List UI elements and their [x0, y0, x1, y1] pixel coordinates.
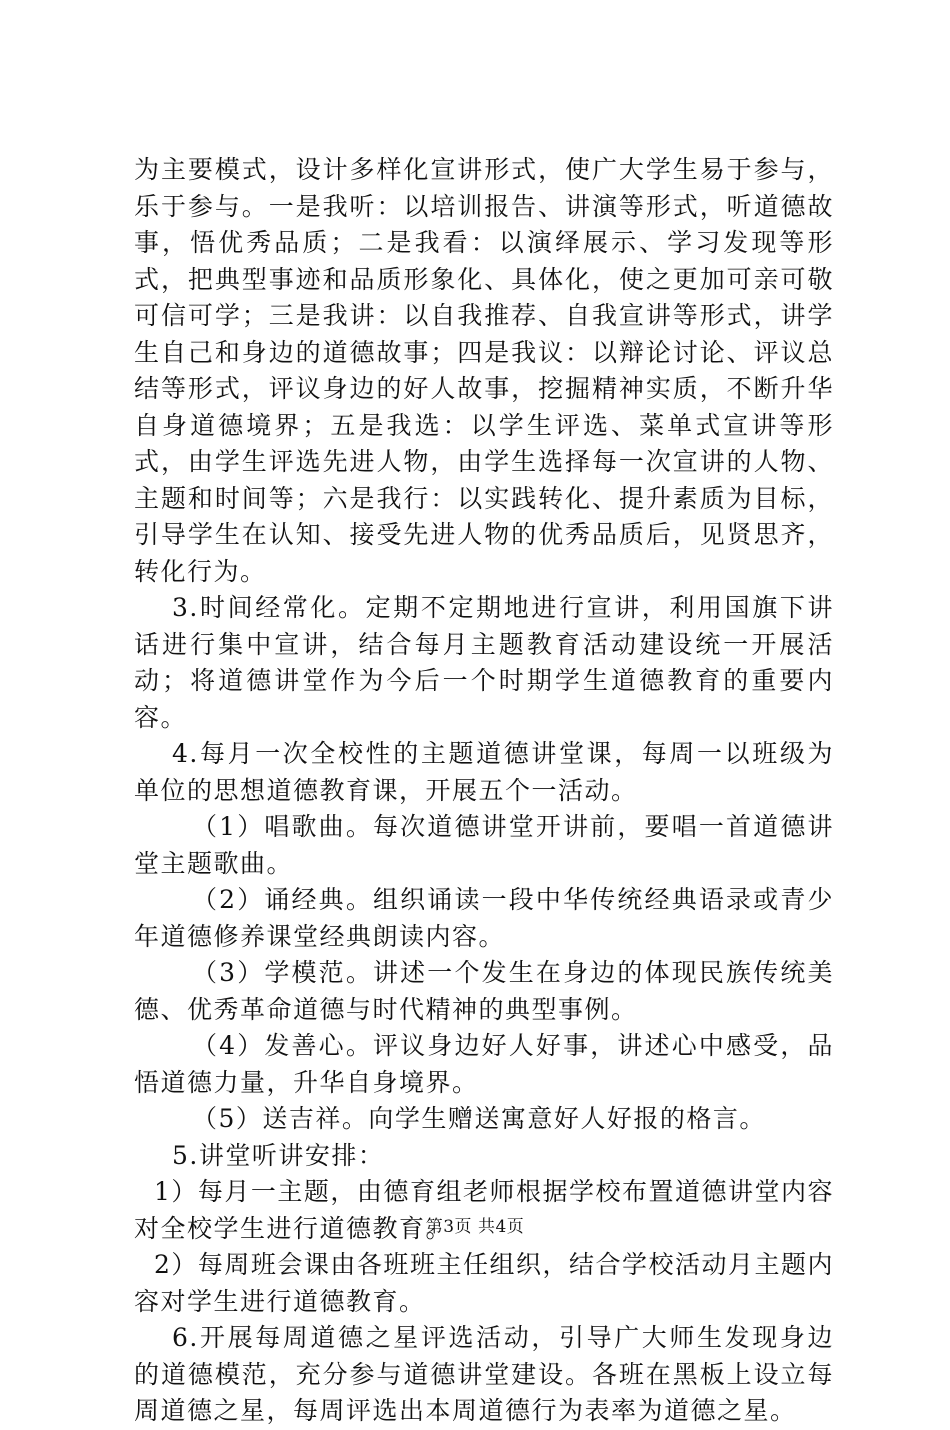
paragraph-subitem-2: （2）诵经典。组织诵读一段中华传统经典语录或青少年道德修养课堂经典朗读内容。	[134, 885, 834, 951]
paragraph-item-4: 4.每月一次全校性的主题道德讲堂课，每周一以班级为单位的思想道德教育课，开展五个一活动。	[134, 739, 834, 805]
paragraph-item-5: 5.讲堂听讲安排：	[172, 1140, 385, 1170]
paragraph-item-3: 3.时间经常化。定期不定期地进行宣讲，利用国旗下讲话进行集中宣讲，结合每月主题教育活动建设统一开展活动；将道德讲堂作为今后一个时期学生道德教育的重要内容。	[134, 593, 834, 732]
paragraph-subitem-1: （1）唱歌曲。每次道德讲堂开讲前，要唱一首道德讲堂主题歌曲。	[134, 812, 834, 878]
paragraph-continuation: 为主要模式，设计多样化宣讲形式，使广大学生易于参与，乐于参与。一是我听：以培训报告、讲演等形式，听道德故事，悟优秀品质；二是我看：以演绎展示、学习发现等形式，把典型事迹和品质形象化、具体化，使之更加可亲可敬可信可学；三是我讲：以自我推荐、自我宣讲等形式，讲学生自己和身边的道德故事；四是我议：以辩论讨论、评议总结等形式，评议身边的好人故事，挖掘精神实质，不断升华自身道德境界；五是我选：以学生评选、菜单式宣讲等形式，由学生评选先进人物，由学生选择每一次宣讲的人物、主题和时间等；六是我行：以实践转化、提升素质为目标，引导学生在认知、接受先进人物的优秀品质后，见贤思齐，转化行为。	[134, 155, 834, 586]
page-number-label: 第3页 共4页	[425, 1217, 525, 1237]
paragraph-subitem-3: （3）学模范。讲述一个发生在身边的体现民族传统美德、优秀革命道德与时代精神的典型事例。	[134, 958, 834, 1024]
document-body	[134, 152, 834, 1430]
paragraph-schedule-1: 1）每月一主题，由德育组老师根据学校布置道德讲堂内容对全校学生进行道德教育。	[134, 1177, 834, 1243]
paragraph-item-6: 6.开展每周道德之星评选活动，引导广大师生发现身边的道德模范，充分参与道德讲堂建设。各班在黑板上设立每周道德之星，每周评选出本周道德行为表率为道德之星。	[134, 1323, 834, 1425]
paragraph-subitem-4: （4）发善心。评议身边好人好事，讲述心中感受，品悟道德力量，升华自身境界。	[134, 1031, 834, 1097]
paragraph-subitem-5: （5）送吉祥。向学生赠送寓意好人好报的格言。	[192, 1104, 766, 1133]
page-footer	[0, 1212, 950, 1237]
paragraph-schedule-2: 2）每周班会课由各班班主任组织，结合学校活动月主题内容对学生进行道德教育。	[134, 1250, 834, 1316]
